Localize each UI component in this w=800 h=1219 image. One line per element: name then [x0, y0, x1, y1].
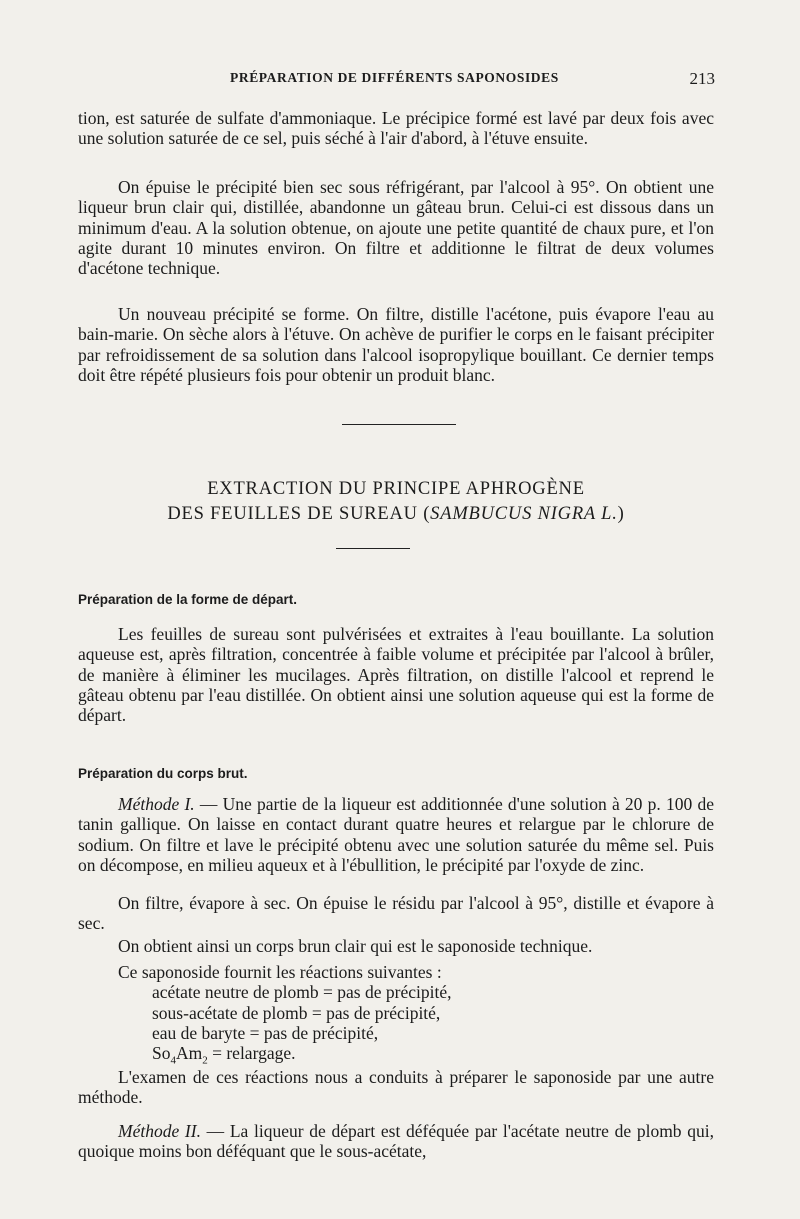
paragraph-forme-depart: Les feuilles de sureau sont pulvérisées et extraites à l'eau bouillante. La solution aqueuse est, après filtration, concentrée à faible volume et précipitée par l'alcool à brûler, de manière à éliminer les mucilages. Après filtration, on distille l'alcool et reprend le gâteau obtenu par l'eau distillée. On obtient ainsi une solution aqueuse qui est la forme de départ.	[78, 624, 714, 726]
section-title-line2-suffix: )	[617, 504, 625, 524]
paragraph-saponoside-technique: On obtient ainsi un corps brun clair qui est le saponoside technique.	[118, 936, 593, 956]
divider-rule-top	[342, 424, 456, 425]
paragraph-examen: L'examen de ces réactions nous a conduits à préparer le saponoside par une autre méthode.	[78, 1067, 714, 1108]
running-title: PRÉPARATION DE DIFFÉRENTS SAPONOSIDES	[230, 70, 559, 85]
divider-rule-bottom	[336, 548, 410, 549]
method-2-text: — La liqueur de départ est déféquée par l'acétate neutre de plomb qui, quoique moins bon déféquant que le sous-acétate,	[78, 1121, 714, 1162]
running-head	[230, 70, 715, 92]
method-1-text: — Une partie de la liqueur est additionnée d'une solution à 20 p. 100 de tanin gallique. On laisse en contact durant quatre heures et relargue par le chlorure de sodium. On filtre et lave le précipité obtenu avec une solution saturée du même sel. Puis on décompose, en milieu aqueux et à l'ébullition, le précipité par l'oxyde de zinc.	[78, 794, 714, 875]
paragraph-methode-2	[78, 1121, 714, 1162]
section-title-line2-prefix: DES FEUILLES DE SUREAU (	[167, 504, 431, 524]
section-title-line1: EXTRACTION DU PRINCIPE APHROGÈNE	[207, 479, 585, 499]
subheading-corps-brut: Préparation du corps brut.	[78, 766, 248, 781]
reaction-item: acétate neutre de plomb = pas de précipité,	[152, 982, 452, 1003]
page-number: 213	[689, 69, 715, 88]
formula-result: = relargage.	[207, 1043, 296, 1064]
reactions-intro: Ce saponoside fournit les réactions suivantes :	[118, 962, 442, 982]
subheading-forme-depart: Préparation de la forme de départ.	[78, 592, 298, 607]
paragraph-purification: Un nouveau précipité se forme. On filtre, distille l'acétone, puis évapore l'eau au bain-marie. On sèche alors à l'étuve. On achève de purifier le corps en le faisant précipiter par refroidissement de sa solution dans l'alcool isopropylique bouillant. Ce dernier temps doit être répété plusieurs fois pour obtenir un produit blanc.	[78, 304, 714, 385]
paragraph-extraction-alcohol: On épuise le précipité bien sec sous réfrigérant, par l'alcool à 95°. On obtient une liqueur brun clair qui, distillée, abandonne un gâteau brun. Celui-ci est dissous dans un minimum d'eau. A la solution obtenue, on ajoute une petite quantité de chaux pure, et l'on agite durant 10 minutes environ. On filtre et additionne le filtrat de deux volumes d'acétone technique.	[78, 177, 714, 279]
section-title-species: SAMBUCUS NIGRA L.	[430, 504, 618, 524]
paragraph-methode-1	[78, 794, 714, 875]
section-title	[78, 477, 714, 527]
formula-sub-4: 4	[170, 1054, 176, 1067]
formula-am: Am	[175, 1043, 203, 1064]
paragraph-continuation: tion, est saturée de sulfate d'ammoniaque. Le précipice formé est lavé par deux fois avec une solution saturée de ce sel, puis séché à l'air d'abord, à l'étuve ensuite.	[78, 108, 714, 149]
formula-so: So	[152, 1043, 171, 1064]
reactions-list	[118, 962, 714, 1071]
reaction-item: eau de baryte = pas de précipité,	[152, 1022, 379, 1043]
method-1-label: Méthode I.	[118, 794, 195, 814]
formula-sub-2: 2	[202, 1054, 208, 1067]
reaction-item: sous-acétate de plomb = pas de précipité,	[152, 1002, 441, 1023]
method-2-label: Méthode II.	[118, 1121, 201, 1141]
paragraph-filtration: On filtre, évapore à sec. On épuise le résidu par l'alcool à 95°, distille et évapore à sec.	[78, 893, 714, 934]
